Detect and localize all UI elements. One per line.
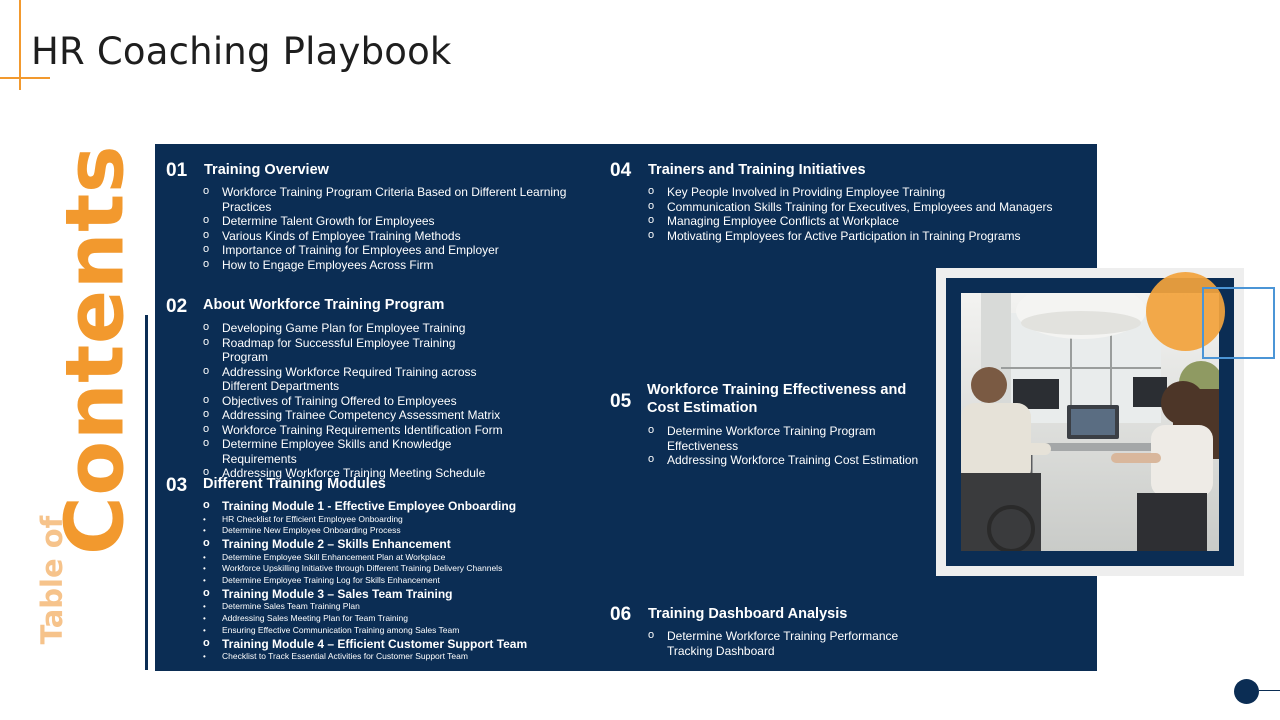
decorative-line (1259, 690, 1280, 691)
section-number: 06 (610, 604, 632, 625)
section-number: 02 (166, 296, 188, 317)
module-item (203, 537, 593, 587)
module-label: Training Module 1 - Effective Employee Onboarding (222, 499, 517, 513)
list-item: o Developing Game Plan for Employee Training (203, 321, 503, 336)
list-item: o Determine Workforce Training Performance Tracking Dashboard (648, 629, 908, 658)
sub-item: • Determine Employee Skill Enhancement Plan at Workplace (203, 552, 593, 564)
sub-item: • Ensuring Effective Communication Training among Sales Team (203, 625, 593, 637)
list-item: o Importance of Training for Employees and Employer (203, 243, 583, 258)
list-item: o Addressing Trainee Competency Assessment Matrix (203, 408, 503, 423)
section-title: About Workforce Training Program (203, 297, 445, 313)
list-item: o Various Kinds of Employee Training Methods (203, 229, 583, 244)
section-number: 01 (166, 160, 188, 181)
module-item (203, 499, 593, 537)
sub-item: • HR Checklist for Efficient Employee Onboarding (203, 514, 593, 526)
decorative-blue-square (1202, 287, 1275, 359)
section-title: Training Dashboard Analysis (648, 606, 848, 622)
sub-item: • Determine Sales Team Training Plan (203, 601, 593, 613)
section-items (648, 185, 1078, 243)
module-sub-list (203, 601, 593, 636)
list-item: o Roadmap for Successful Employee Training Program (203, 336, 503, 365)
corner-accent-horizontal (0, 77, 50, 79)
section-items (648, 629, 908, 658)
list-item: o Communication Skills Training for Executives, Employees and Managers (648, 200, 1078, 215)
list-item: o Determine Employee Skills and Knowledge Requirements (203, 437, 503, 466)
list-item: o Addressing Workforce Training Cost Estimation (648, 453, 933, 468)
list-item: o Addressing Workforce Required Training across Different Departments (203, 365, 503, 394)
section-title: Trainers and Training Initiatives (648, 162, 866, 178)
sub-item: • Workforce Upskilling Initiative through Different Training Delivery Channels (203, 563, 593, 575)
section-items (203, 185, 583, 272)
section-title: Different Training Modules (203, 476, 386, 492)
list-item: o Managing Employee Conflicts at Workplace (648, 214, 1078, 229)
list-item: o Determine Workforce Training Program Effectiveness (648, 424, 888, 453)
list-item: o Determine Talent Growth for Employees (203, 214, 583, 229)
module-label: Training Module 2 – Skills Enhancement (222, 537, 451, 552)
module-sub-list (203, 552, 593, 587)
decorative-dot (1234, 679, 1259, 704)
module-sub-list (203, 514, 593, 538)
sub-item: • Determine New Employee Onboarding Process (203, 525, 593, 537)
side-accent-bar (145, 315, 148, 670)
module-list (203, 499, 593, 663)
section-number: 05 (610, 391, 632, 412)
sub-item: • Determine Employee Training Log for Skills Enhancement (203, 575, 593, 587)
module-item (203, 637, 593, 663)
module-label: Training Module 3 – Sales Team Training (222, 586, 453, 601)
section-number: 03 (166, 475, 188, 496)
page-title: HR Coaching Playbook (31, 30, 452, 73)
module-label: Training Module 4 – Efficient Customer Support Team (222, 636, 528, 651)
side-heading-contents: Contents (48, 145, 142, 555)
module-sub-list (203, 651, 593, 663)
list-item: o How to Engage Employees Across Firm (203, 258, 583, 273)
list-item: o Motivating Employees for Active Participation in Training Programs (648, 229, 1078, 244)
section-number: 04 (610, 160, 632, 181)
section-title: Workforce Training Effectiveness and Cost Estimation (647, 382, 907, 416)
section-title: Training Overview (204, 162, 329, 178)
module-item (203, 587, 593, 637)
list-item: o Addressing Workforce Training Meeting Schedule (203, 466, 503, 481)
section-items (648, 424, 933, 468)
list-item: o Workforce Training Requirements Identification Form (203, 423, 503, 438)
section-items (203, 321, 503, 481)
side-heading-table-of: Table of (35, 515, 69, 645)
sub-item: • Checklist to Track Essential Activities for Customer Support Team (203, 651, 593, 663)
sub-item: • Addressing Sales Meeting Plan for Team Training (203, 613, 593, 625)
list-item: o Objectives of Training Offered to Employees (203, 394, 503, 409)
list-item: o Key People Involved in Providing Employee Training (648, 185, 1078, 200)
list-item: o Workforce Training Program Criteria Based on Different Learning Practices (203, 185, 583, 214)
